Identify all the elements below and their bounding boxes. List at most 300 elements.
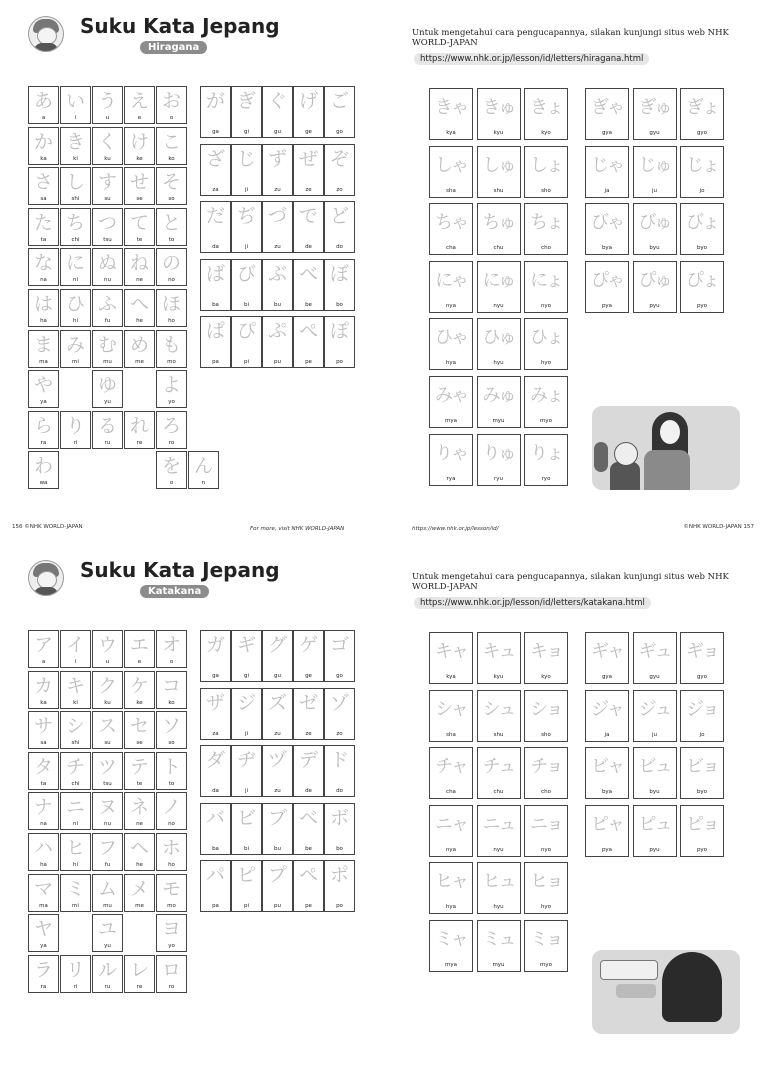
romaji-label: pi [243,359,250,365]
romaji-label: ke [136,699,143,706]
romaji-label: pi [243,903,250,909]
romaji-label: zo [336,730,343,737]
kana-cell-basic [60,671,91,709]
kana-glyph: だ [205,205,225,227]
kana-cell-basic [124,127,155,165]
kana-glyph: ナ [33,796,53,819]
kana-cell-voiced [324,316,355,368]
romaji-label: pyo [696,302,708,309]
kana-glyph: シャ [435,698,467,720]
romaji-label: n [201,480,206,487]
romaji-label: bu [274,845,281,852]
kana-glyph: ぽ [329,320,349,342]
kana-glyph: きゃ [435,97,467,118]
kana-glyph: ス [97,715,117,738]
kana-glyph: ビュ [638,756,671,778]
kana-cell-voiced [200,316,231,368]
kana-glyph: みゅ [482,385,515,406]
kana-cell-basic [28,289,59,327]
kana-cell-combo-voiced [633,805,677,857]
romaji-label: me [135,902,144,909]
kana-glyph: チ [65,755,85,778]
romaji-label: zo [336,186,343,193]
kana-glyph: ま [33,333,53,356]
kana-cell-combo [477,376,521,428]
kana-glyph: ガ [205,634,225,656]
katakana-link[interactable]: https://www.nhk.or.jp/lesson/id/letters/katakana.html [414,597,651,609]
kana-glyph: こ [161,130,181,153]
kana-glyph: にゅ [482,269,515,291]
kana-glyph: みゃ [435,385,467,406]
romaji-label: ya [40,399,47,406]
kana-cell-combo [477,434,521,486]
kana-cell-combo-voiced [585,690,629,742]
kana-glyph: ジュ [638,698,671,720]
romaji-label: ja [604,731,610,738]
illustration-shop-sign [592,950,740,1034]
kana-glyph: ミョ [530,929,562,950]
kana-cell-voiced [293,201,324,253]
kana-glyph: じょ [686,154,718,176]
romaji-label: so [168,740,175,747]
romaji-label: bya [601,245,613,252]
romaji-label: su [104,196,111,203]
romaji-label: ta [40,780,47,787]
kana-cell-voiced [231,688,262,740]
footer-right: ©NHK WORLD-JAPAN 157 [683,524,754,530]
kana-cell-basic [124,874,155,912]
romaji-label: se [136,740,143,747]
romaji-label: e [137,659,142,665]
kana-glyph: じゅ [638,154,671,176]
romaji-label: nya [445,302,457,309]
romaji-label: shi [71,196,80,203]
romaji-label: sha [446,187,456,194]
romaji-label: hyo [540,360,552,367]
kana-glyph: りゅ [482,442,515,464]
kana-cell-basic [60,874,91,912]
kana-glyph: ル [97,958,117,981]
kana-glyph: く [97,130,117,153]
romaji-label: gyu [649,674,660,680]
kana-glyph: ジョ [686,698,718,720]
kana-cell-combo [477,747,521,799]
kana-glyph: ジャ [591,698,623,720]
kana-glyph: み [65,333,85,356]
kana-cell-basic [124,411,155,449]
kana-glyph: ブ [267,806,287,829]
kana-cell-voiced [293,144,324,196]
romaji-label: myo [540,962,552,968]
kana-glyph: び [236,262,256,285]
footer-center-right[interactable]: https://www.nhk.or.jp/lesson/id/ [412,526,499,532]
romaji-label: hyo [540,904,552,911]
kana-cell-basic [60,955,91,993]
kana-cell-combo [524,376,568,428]
kana-glyph: お [161,90,181,112]
kana-glyph: ザ [205,691,225,714]
kana-glyph: ギョ [686,641,718,662]
kana-glyph: ミュ [482,929,515,950]
kana-glyph: ゆ [97,374,117,397]
romaji-label: ha [40,318,47,324]
kana-glyph: ハ [33,837,53,859]
kana-cell-basic [156,874,187,912]
kana-cell-voiced [200,860,231,912]
kana-glyph: へ [129,293,149,315]
kana-glyph: や [33,374,53,397]
romaji-label: nyu [493,302,504,309]
romaji-label: nyo [540,302,552,309]
kana-glyph: ショ [530,698,562,720]
kana-glyph: い [65,90,85,112]
kana-glyph: ヒャ [435,871,467,893]
kana-cell-combo-voiced [680,690,724,742]
kana-glyph: ヤ [33,918,53,941]
romaji-label: to [168,780,175,787]
kana-glyph: つ [97,211,117,234]
kana-cell-basic [28,330,59,368]
romaji-label: nu [104,821,111,828]
kana-cell-combo-voiced [680,805,724,857]
romaji-label: na [40,277,47,284]
romaji-label: pa [212,903,219,909]
kana-cell-basic [92,874,123,912]
romaji-label: pe [305,903,312,909]
kana-glyph: さ [33,171,53,194]
romaji-label: ni [72,277,78,284]
romaji-label: mo [167,902,176,909]
kana-glyph: わ [33,455,53,478]
teacher-avatar [28,560,64,596]
kana-cell-basic [124,833,155,871]
kana-glyph: ほ [161,293,181,315]
footer-center-left: For more, visit NHK WORLD-JAPAN [250,526,345,532]
kana-glyph: ぎゃ [591,97,623,118]
kana-cell-basic [28,208,59,246]
romaji-label: re [136,439,143,446]
kana-cell-basic [60,127,91,165]
kana-cell-voiced [200,688,231,740]
kana-glyph: ご [329,90,349,112]
kana-cell-combo [429,434,473,486]
kana-cell-basic [60,833,91,871]
kana-glyph: グ [267,634,287,656]
romaji-label: yo [168,943,175,950]
kana-cell-basic [92,86,123,124]
kana-cell-combo-voiced [680,632,724,684]
kana-cell-basic [92,955,123,993]
kana-glyph: びゃ [591,212,623,234]
kana-cell-basic [60,248,91,286]
kana-cell-basic [28,630,59,668]
kana-glyph: け [129,130,149,153]
kana-glyph: も [161,333,181,356]
kana-cell-combo [477,146,521,198]
pronunciation-note: Untuk mengetahui cara pengucapannya, silakan kunjungi situs web NHK WORLD-JAPAN [412,572,729,592]
kana-cell-basic [92,411,123,449]
script-badge: Hiragana [140,41,207,54]
romaji-label: o [169,480,174,487]
romaji-label: he [136,318,143,324]
romaji-label: ji [244,244,249,250]
kana-glyph: イ [65,634,85,656]
kana-glyph: え [129,90,149,112]
kana-glyph: ね [129,252,149,275]
romaji-label: po [336,903,343,909]
kana-glyph: ひゃ [435,327,467,349]
romaji-label: ru [104,439,111,446]
kana-glyph: で [298,205,318,227]
kana-glyph: ミ [65,877,85,900]
kana-cell-basic [28,370,59,408]
romaji-label: de [305,244,312,250]
kana-glyph: な [33,252,53,275]
kana-cell-voiced [293,803,324,855]
romaji-label: za [212,730,219,737]
kana-cell-combo-voiced [633,747,677,799]
romaji-label: to [168,236,175,243]
kana-cell-voiced [262,201,293,253]
romaji-label: i [74,115,77,121]
romaji-label: ji [244,788,249,794]
romaji-label: mya [445,962,457,968]
kana-glyph: ぷ [267,320,287,342]
kana-glyph: ひょ [530,327,562,349]
romaji-label: ko [168,699,175,706]
kana-cell-basic [28,671,59,709]
kana-cell-basic [92,127,123,165]
romaji-label: pyu [649,846,660,853]
romaji-label: ra [40,439,47,446]
kana-glyph: て [129,211,149,234]
kana-glyph: ド [329,749,349,771]
kana-cell-basic [28,914,59,952]
kana-glyph: バ [205,806,225,829]
romaji-label: go [336,129,343,135]
kana-glyph: ぺ [298,320,318,342]
romaji-label: ro [168,439,175,446]
kana-glyph: ピョ [686,813,718,835]
kana-glyph: びゅ [638,212,671,234]
kana-cell-voiced [231,201,262,253]
kana-cell-combo [429,805,473,857]
kana-glyph: パ [205,864,225,886]
kana-glyph: にょ [530,269,562,291]
kana-cell-basic [60,792,91,830]
kana-glyph: は [33,293,53,315]
romaji-label: u [105,659,110,665]
kana-glyph: シュ [482,698,515,720]
kana-glyph: れ [129,414,149,437]
kana-cell-basic [60,289,91,327]
kana-cell-basic [124,711,155,749]
romaji-label: i [74,659,77,665]
kana-cell-combo-voiced [680,146,724,198]
romaji-label: ba [212,845,219,852]
kana-glyph: ヨ [161,918,181,941]
romaji-label: hya [445,360,457,367]
kana-glyph: キュ [482,641,515,662]
romaji-label: yu [104,399,111,406]
romaji-label: mu [103,358,112,365]
kana-glyph: ヒュ [482,871,515,893]
kana-cell-basic [28,167,59,205]
romaji-label: ryu [493,475,503,482]
kana-glyph: メ [129,877,149,900]
romaji-label: ke [136,155,143,162]
kana-cell-voiced [293,86,324,138]
hiragana-link[interactable]: https://www.nhk.or.jp/lesson/id/letters/hiragana.html [414,53,649,65]
romaji-label: shu [493,731,504,738]
kana-cell-basic [124,792,155,830]
kana-cell-basic [156,370,187,408]
kana-cell-basic [124,248,155,286]
kana-glyph: ず [267,147,287,170]
kana-glyph: ピュ [638,813,671,835]
kana-glyph: ら [33,414,53,437]
kana-cell-voiced [231,144,262,196]
kana-cell-basic [28,411,59,449]
kana-cell-voiced [324,201,355,253]
kana-cell-voiced [324,630,355,682]
kana-cell-basic [92,370,123,408]
kana-glyph: フ [97,837,117,859]
script-badge: Katakana [140,585,209,598]
kana-cell-combo [429,261,473,313]
kana-glyph: ニョ [530,813,562,835]
kana-glyph: ぼ [329,262,349,285]
romaji-label: wa [39,480,48,487]
romaji-label: gu [274,129,281,135]
kana-cell-basic [60,411,91,449]
romaji-label: tsu [103,780,112,787]
kana-glyph: ヒョ [530,871,562,893]
romaji-label: mi [72,902,79,909]
romaji-label: ri [73,439,78,446]
romaji-label: no [168,821,175,828]
kana-glyph: と [161,211,181,234]
kana-glyph: じ [236,147,256,170]
kana-cell-voiced [231,259,262,311]
kana-glyph: キャ [435,641,467,662]
romaji-label: ki [73,155,78,162]
kana-glyph: ぎゅ [638,97,671,118]
kana-cell-basic [124,752,155,790]
kana-cell-combo [524,805,568,857]
romaji-label: na [40,821,47,828]
kana-cell-basic [92,208,123,246]
kana-glyph: ア [33,634,53,656]
kana-cell-basic [60,752,91,790]
kana-cell-combo [477,805,521,857]
romaji-label: zu [274,186,281,193]
kana-glyph: す [97,171,117,194]
kana-cell-basic [28,451,59,489]
romaji-label: hi [72,318,78,324]
kana-glyph: しゃ [435,154,467,176]
kana-glyph: ウ [97,634,117,656]
kana-cell-combo [429,376,473,428]
kana-cell-combo [524,920,568,972]
romaji-label: yu [104,943,111,950]
kana-cell-combo [477,203,521,255]
romaji-label: be [305,845,312,852]
kana-cell-combo [524,146,568,198]
kana-cell-basic [124,167,155,205]
romaji-label: ba [212,301,219,308]
kana-glyph: か [33,130,53,153]
kana-glyph: みょ [530,385,562,406]
kana-glyph: ヘ [129,837,149,859]
kana-glyph: ユ [97,918,117,941]
kana-cell-basic [156,914,187,952]
kana-glyph: ツ [97,755,117,778]
romaji-label: se [136,196,143,203]
kana-cell-basic [156,711,187,749]
romaji-label: ze [305,730,312,737]
kana-glyph: ぎょ [686,97,718,118]
kana-cell-voiced [200,745,231,797]
romaji-label: sho [541,187,551,194]
teacher-avatar [28,16,64,52]
romaji-label: chu [493,789,504,796]
romaji-label: ju [651,187,657,194]
kana-glyph: づ [267,205,287,227]
kana-glyph: ギャ [591,641,623,662]
kana-glyph: ちゅ [482,212,515,234]
romaji-label: myu [492,962,505,968]
romaji-label: chu [493,245,504,252]
kana-cell-basic [156,833,187,871]
kana-cell-combo [524,261,568,313]
kana-glyph: そ [161,171,181,194]
kana-cell-basic [156,955,187,993]
kana-cell-basic [28,752,59,790]
romaji-label: kyo [541,674,551,680]
kana-glyph: あ [33,90,53,112]
kana-glyph: ピャ [591,813,623,835]
kana-cell-combo-voiced [585,88,629,140]
kana-cell-basic [156,289,187,327]
kana-cell-voiced [324,688,355,740]
romaji-label: kya [446,674,456,680]
kana-cell-voiced [200,201,231,253]
romaji-label: ri [73,983,78,990]
romaji-label: shi [71,740,80,747]
kana-cell-combo [477,632,521,684]
kana-glyph: ノ [161,796,181,819]
kana-cell-voiced [324,259,355,311]
romaji-label: nyo [540,846,552,853]
romaji-label: gyo [696,130,708,136]
romaji-label: su [104,740,111,747]
kana-glyph: ギ [236,634,256,656]
kana-cell-combo [429,690,473,742]
romaji-label: sa [40,196,47,203]
romaji-label: gyu [649,130,660,136]
romaji-label: ro [168,983,175,990]
katakana-spread [0,544,768,1084]
kana-glyph: ゼ [298,691,318,714]
kana-glyph: ソ [161,715,181,738]
kana-glyph: ん [193,455,213,478]
romaji-label: byu [649,245,660,252]
kana-cell-combo-voiced [633,261,677,313]
kana-cell-basic [92,711,123,749]
kana-cell-combo-voiced [633,88,677,140]
kana-cell-basic [124,330,155,368]
